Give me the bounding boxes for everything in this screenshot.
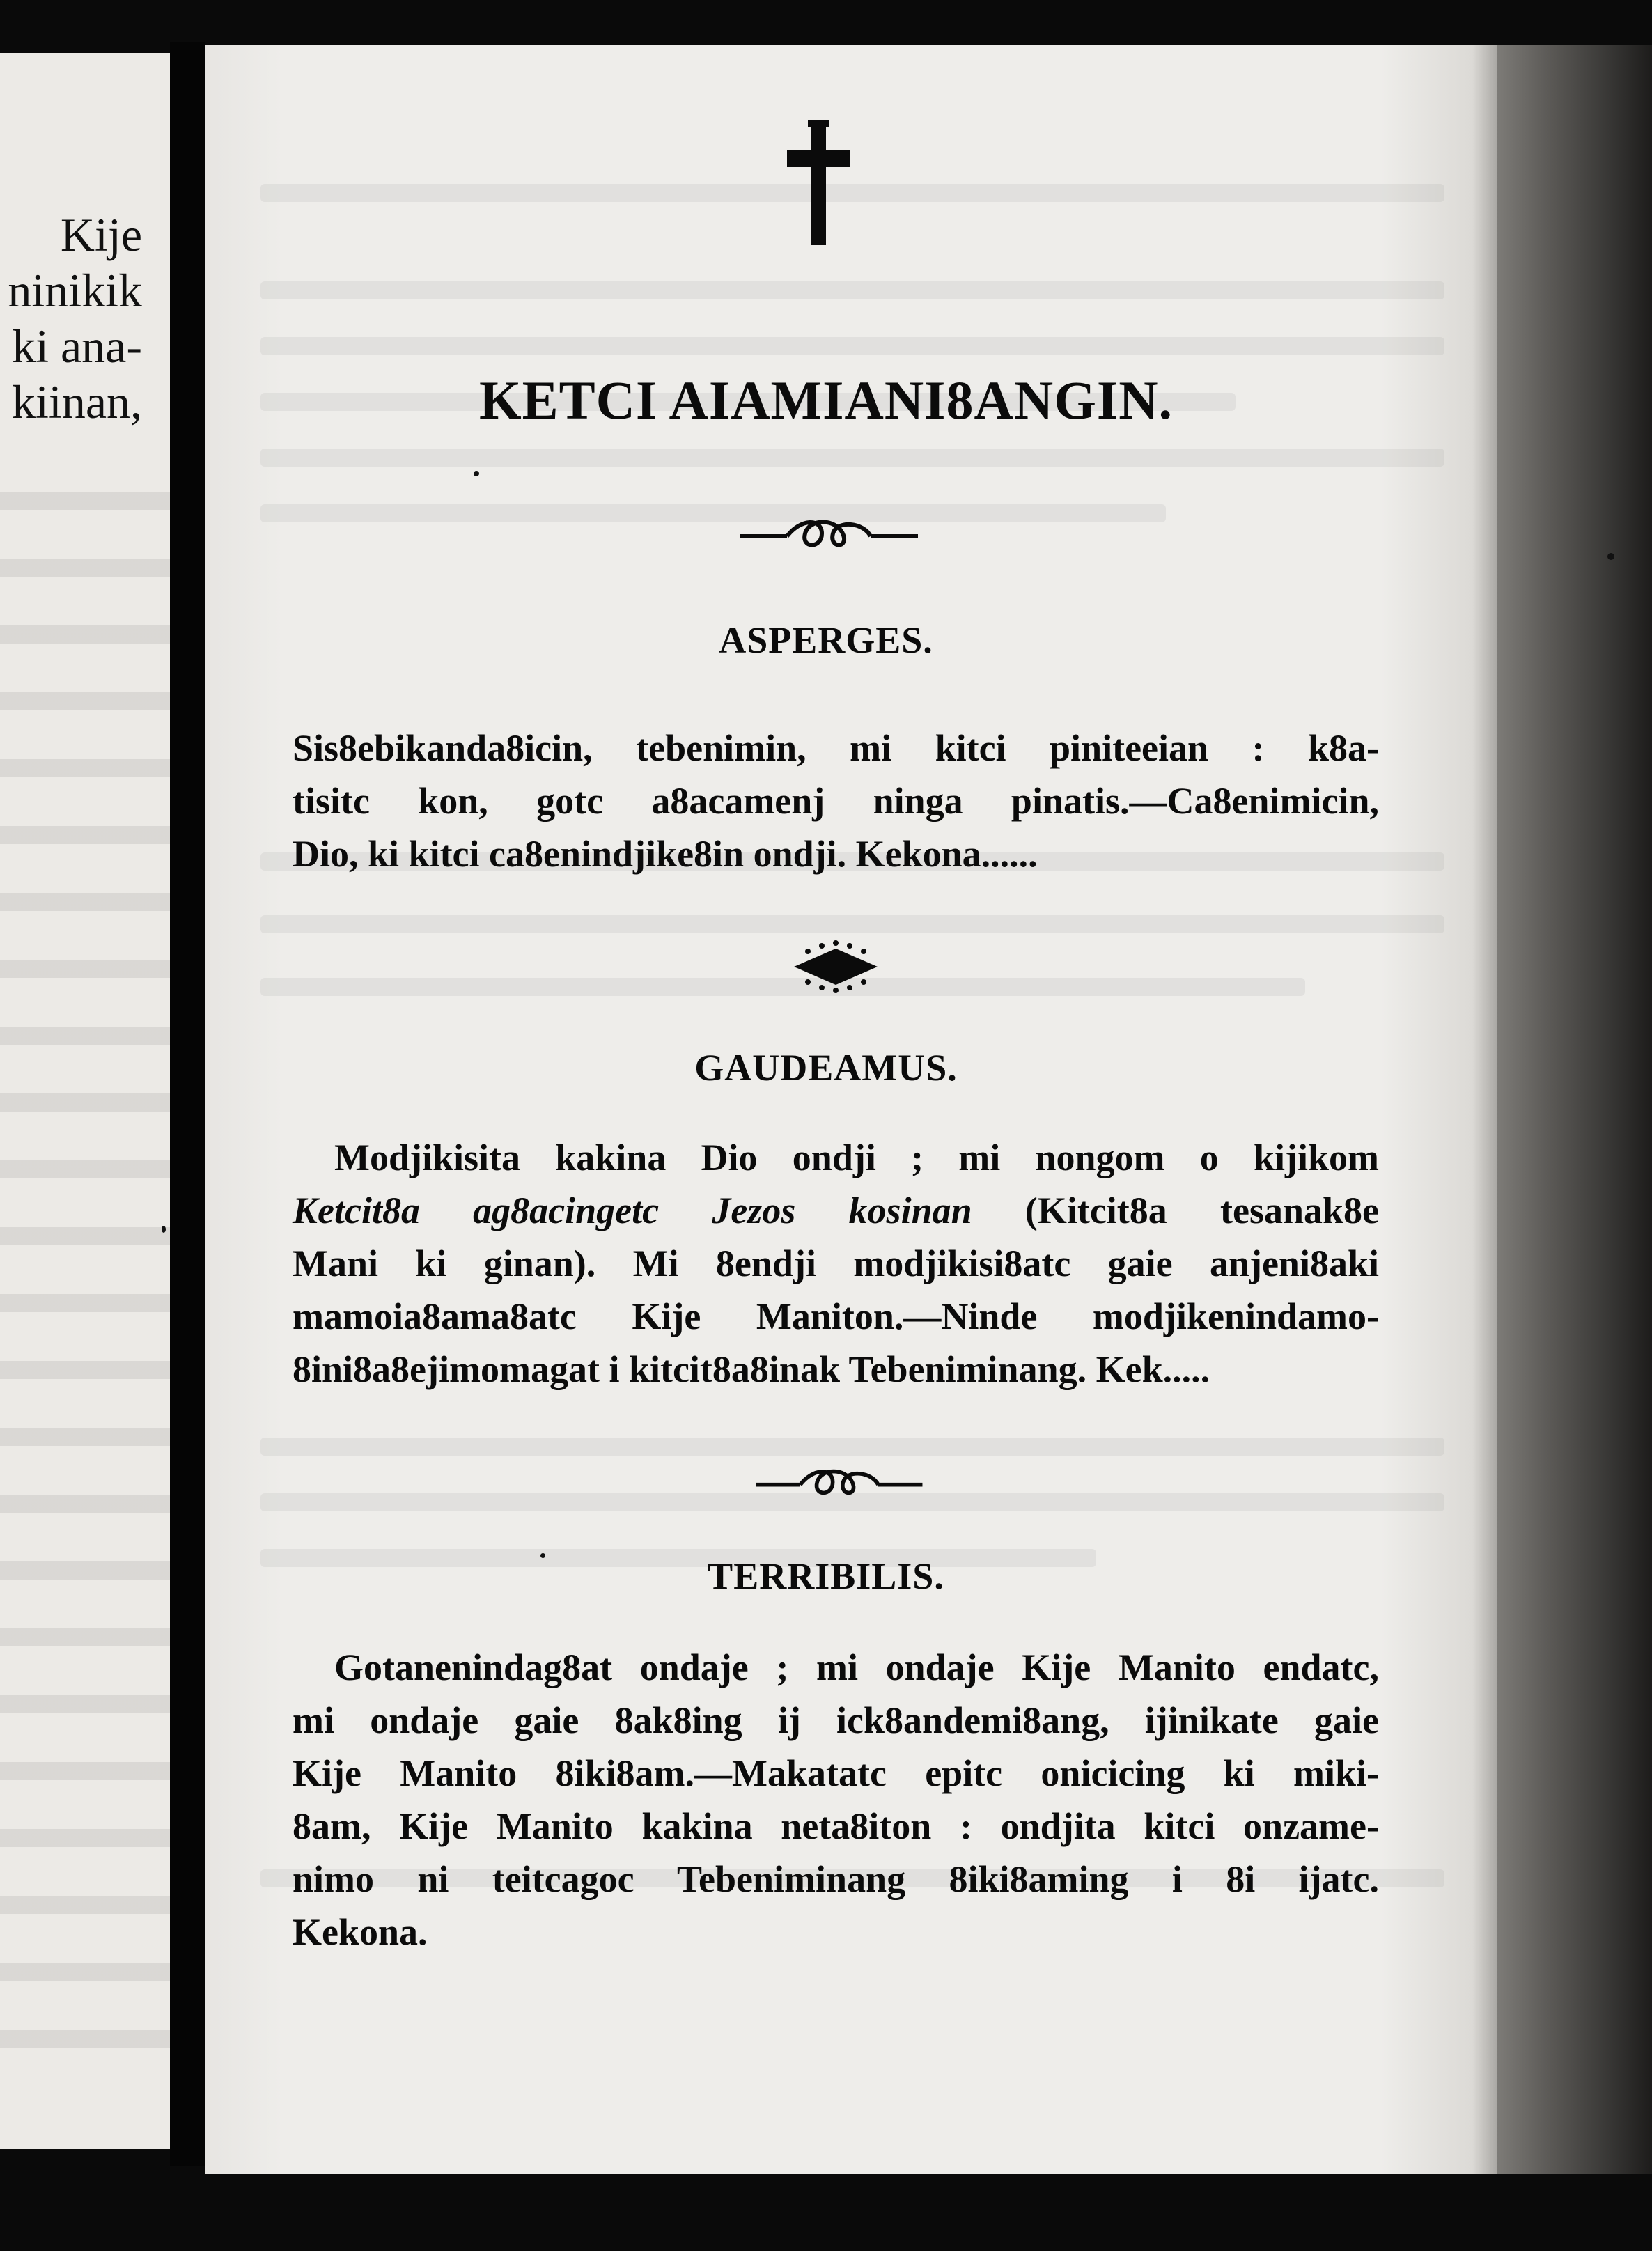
section-title-asperges: ASPERGES. (719, 619, 933, 661)
flourish-ornament (752, 1463, 926, 1502)
text-line: 8am, Kije Manito kakina neta8iton : ondjita kitci onzame- (293, 1805, 1379, 1847)
left-line-4: kiinan, (12, 375, 142, 428)
page-title: KETCI AIAMIANI8ANGIN. (478, 370, 1174, 430)
section-title-terribilis: TERRIBILIS. (708, 1555, 944, 1597)
text-line: mi ondaje gaie 8ak8ing ij ick8andemi8ang, ijinikate gaie (293, 1699, 1379, 1741)
cross-icon (787, 120, 850, 245)
text-line: Sis8ebikanda8icin, tebenimin, mi kitci piniteeian : k8a- (293, 727, 1379, 769)
previous-page-fragment (0, 53, 170, 2149)
text-line: nimo ni teitcagoc Tebeniminang 8iki8aming i 8i ijatc. (293, 1858, 1379, 1900)
text-line: Dio, ki kitci ca8enindjike8in ondji. Kekona...... (293, 833, 1038, 875)
asperges-text (293, 722, 1379, 880)
left-line-1: Kije (60, 208, 142, 261)
page-gutter (170, 42, 205, 2166)
left-line-2: ninikik (8, 264, 142, 317)
text-fragment: (Kitcit8a tesanak8e (1024, 1190, 1379, 1231)
text-line: tisitc kon, gotc a8acamenj ninga pinatis.—Ca8enimicin, (293, 780, 1379, 822)
text-line: Modjikisita kakina Dio ondji ; mi nongom o kijikom (334, 1137, 1379, 1178)
ink-speck (474, 471, 479, 476)
page-edge-shadow (1497, 45, 1652, 2174)
terribilis-text (293, 1641, 1379, 1958)
bleed-through-text (0, 443, 170, 2080)
text-line: Mani ki ginan). Mi 8endji modjikisi8atc gaie anjeni8aki (293, 1243, 1379, 1284)
text-line-mixed (293, 1184, 1379, 1237)
italic-phrase: Ketcit8a ag8acingetc Jezos kosinan (293, 1190, 972, 1231)
ink-speck (1607, 553, 1614, 560)
ink-speck (540, 1553, 545, 1558)
text-line: Kekona. (293, 1911, 428, 1953)
section-title-gaudeamus: GAUDEAMUS. (694, 1047, 958, 1089)
gaudeamus-text (293, 1131, 1379, 1396)
text-line: 8ini8a8ejimomagat i kitcit8a8inak Tebeniminang. Kek..... (293, 1348, 1210, 1390)
text-line: mamoia8ama8atc Kije Maniton.—Ninde modjikenindamo- (293, 1295, 1379, 1337)
left-line-3: ki ana- (12, 320, 142, 373)
diamond-ornament (787, 939, 885, 995)
text-line: Gotanenindag8at ondaje ; mi ondaje Kije Manito endatc, (334, 1646, 1379, 1688)
text-line: Kije Manito 8iki8am.—Makatatc epitc onicicing ki miki- (293, 1752, 1379, 1794)
ink-speck (162, 1226, 166, 1233)
flourish-ornament (738, 513, 919, 554)
